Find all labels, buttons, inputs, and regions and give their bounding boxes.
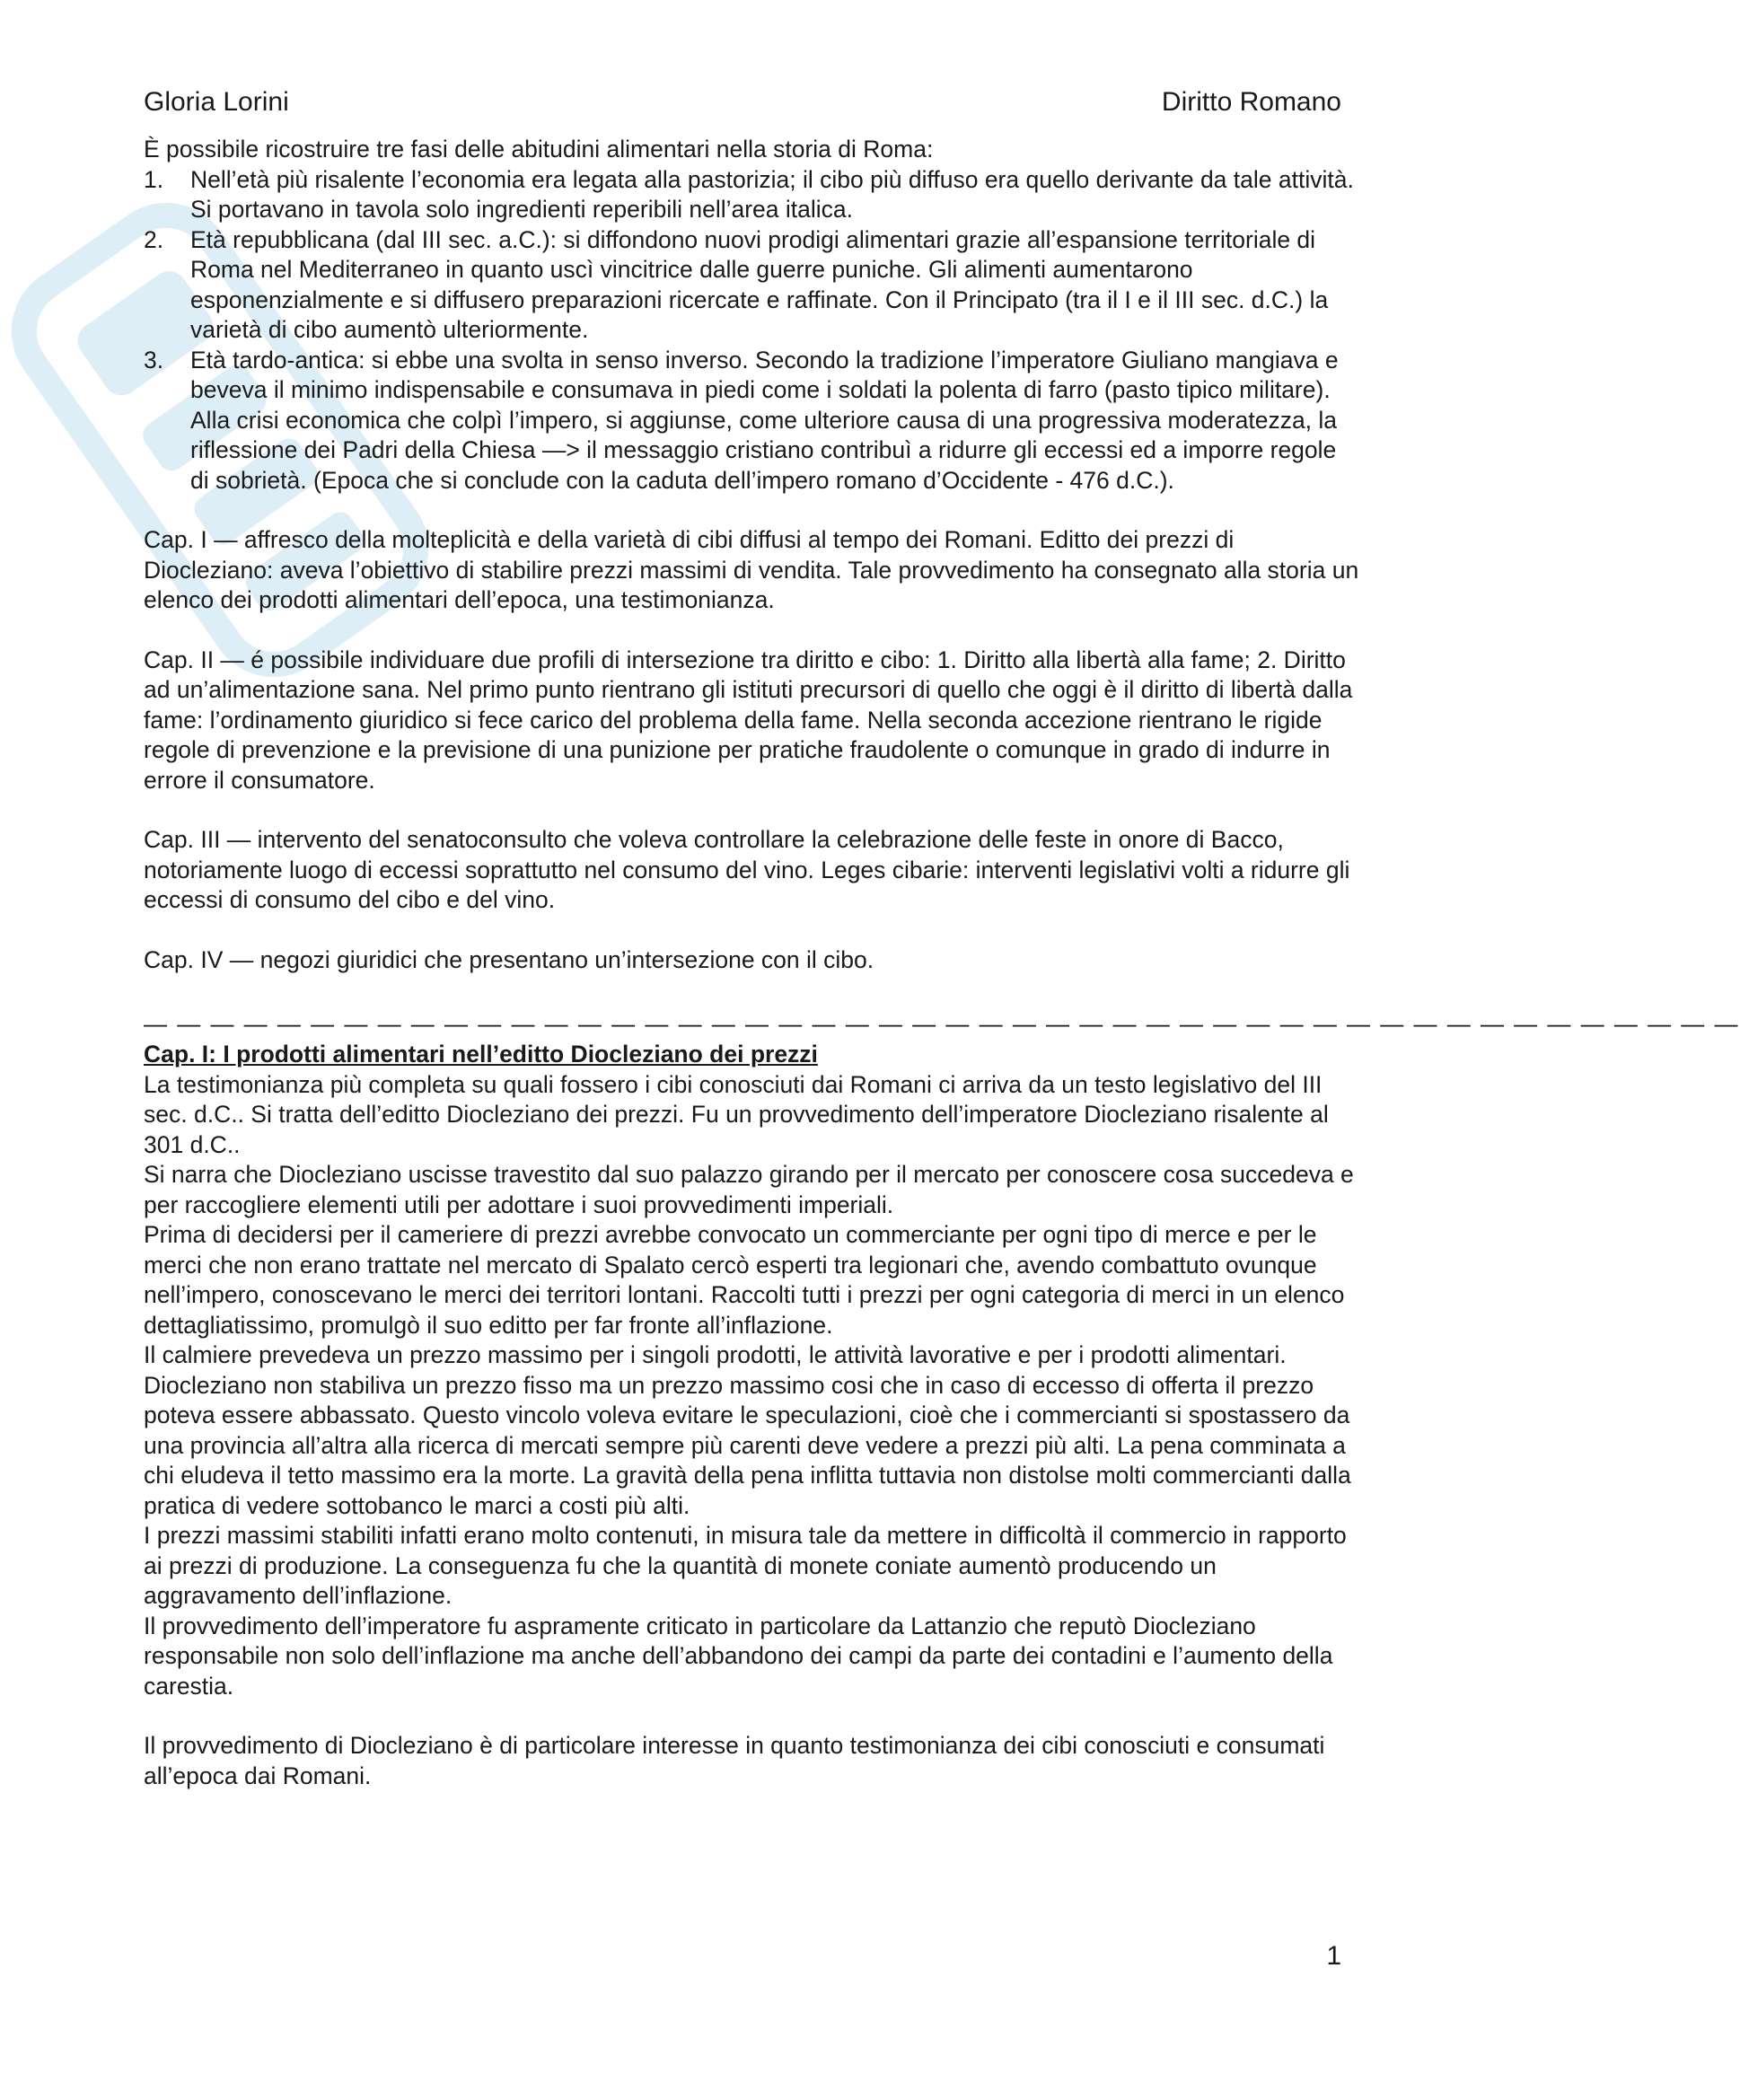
intro-paragraph: È possibile ricostruire tre fasi delle abitudini alimentari nella storia di Roma: bbox=[144, 136, 934, 163]
chapter-heading: Cap. I: I prodotti alimentari nell’editto Diocleziano dei prezzi bbox=[144, 1041, 818, 1068]
page-header bbox=[144, 86, 1341, 119]
list-item bbox=[144, 346, 1359, 496]
list-item-number: 3. bbox=[144, 346, 164, 373]
page-number: 1 bbox=[1326, 1941, 1341, 1971]
closing-paragraph: Il provvedimento di Diocleziano è di particolare interesse in quanto testimonianza dei cibi conosciuti e consumati all’epoca dai Romani. bbox=[144, 1732, 1325, 1789]
chapter-summary-4: Cap. IV — negozi giuridici che presentano un’intersezione con il cibo. bbox=[144, 945, 874, 973]
phases-list bbox=[144, 165, 1359, 496]
chapter-paragraph: La testimonianza più completa su quali fossero i cibi conosciuti dai Romani ci arriva da un testo legislativo del III sec. d.C.. Si tratta dell’editto Diocleziano dei prezzi. Fu un provvedimento dell’imperatore Diocleziano risalente al 301 d.C.. bbox=[144, 1070, 1329, 1158]
chapter-paragraph: Si narra che Diocleziano uscisse travestito dal suo palazzo girando per il mercato per conoscere cosa succedeva e per raccogliere elementi utili per adottare i suoi provvedimenti imperiali. bbox=[144, 1161, 1354, 1218]
list-item-text: Età tardo-antica: si ebbe una svolta in senso inverso. Secondo la tradizione l’imperatore Giuliano mangiava e beveva il minimo indispensabile e consumava in piedi come i soldati la polenta di farro (pasto tipico militare). Alla crisi economica che colpì l’impero, si aggiunse, come ulteriore causa di una progressiva moderatezza, la riflessione dei Padri della Chiesa —> il messaggio cristiano contribuì a ridurre gli eccessi ed a imporre regole di sobrietà. (Epoca che si conclude con la caduta dell’impero romano d’Occidente - 476 d.C.). bbox=[190, 346, 1339, 494]
document-body bbox=[144, 135, 1740, 1791]
list-item-number: 1. bbox=[144, 165, 164, 193]
course-title: Diritto Romano bbox=[1161, 87, 1341, 117]
list-item-number: 2. bbox=[144, 225, 164, 253]
list-item bbox=[144, 225, 1359, 346]
author-name: Gloria Lorini bbox=[144, 87, 289, 117]
chapter-summary-2: Cap. II — é possibile individuare due profili di intersezione tra diritto e cibo: 1. Diritto alla libertà alla fame; 2. Diritto ad un’alimentazione sana. Nel primo punto rientrano gli istituti precursori di quello che oggi è il diritto di libertà dalla fame: l’ordinamento giuridico si fece carico del problema della fame. Nella seconda accezione rientrano le rigide regole di prevenzione e la previsione di una punizione per pratiche fraudolente o comunque in grado di indurre in errore il consumatore. bbox=[144, 646, 1353, 794]
list-item bbox=[144, 165, 1359, 225]
chapter-paragraph: Il provvedimento dell’imperatore fu aspramente criticato in particolare da Lattanzio che reputò Diocleziano responsabile non solo dell’inflazione ma anche dell’abbandono dei campi da parte dei contadini e l’aumento della carestia. bbox=[144, 1612, 1333, 1700]
list-item-text: Età repubblicana (dal III sec. a.C.): si diffondono nuovi prodigi alimentari grazie all’espansione territoriale di Roma nel Mediterraneo in quanto uscì vincitrice dalle guerre puniche. Gli alimenti aumentarono esponenzialmente e si diffusero preparazioni ricercate e raffinate. Con il Principato (tra il I e il III sec. d.C.) la varietà di cibo aumentò ulteriormente. bbox=[190, 225, 1329, 343]
chapter-summary-1: Cap. I — affresco della molteplicità e della varietà di cibi diffusi al tempo dei Romani. Editto dei prezzi di Diocleziano: aveva l’obiettivo di stabilire prezzi massimi di vendita. Tale provvedimento ha consegnato alla storia un elenco dei prodotti alimentari dell’epoca, una testimonianza. bbox=[144, 526, 1359, 613]
list-item-text: Nell’età più risalente l’economia era legata alla pastorizia; il cibo più diffuso era quello derivante da tale attività. Si portavano in tavola solo ingredienti reperibili nell’area italica. bbox=[190, 165, 1354, 223]
chapter-paragraph: Il calmiere prevedeva un prezzo massimo per i singoli prodotti, le attività lavorative e per i prodotti alimentari. Diocleziano non stabiliva un prezzo fisso ma un prezzo massimo cosi che in caso di eccesso di offerta il prezzo poteva essere abbassato. Questo vincolo voleva evitare le speculazioni, cioè che i commercianti si spostassero da una provincia all’altra alla ricerca di mercati sempre più carenti deve vedere a prezzi più alti. La pena comminata a chi eludeva il tetto massimo era la morte. La gravità della pena inflitta tuttavia non distolse molti commercianti dalla pratica di vedere sottobanco le marci a costi più alti. bbox=[144, 1341, 1351, 1519]
chapter-paragraph: Prima di decidersi per il cameriere di prezzi avrebbe convocato un commerciante per ogni tipo di merce e per le merci che non erano trattate nel mercato di Spalato cercò esperti tra legionari che, avendo combattuto ovunque nell’impero, conoscevano le merci dei territori lontani. Raccolti tutti i prezzi per ogni categoria di merci in un elenco dettagliatissimo, promulgò il suo editto per far fronte all’inflazione. bbox=[144, 1221, 1345, 1339]
chapter-paragraph: I prezzi massimi stabiliti infatti erano molto contenuti, in misura tale da mettere in difficoltà il commercio in rapporto ai prezzi di produzione. La conseguenza fu che la quantità di monete coniate aumentò producendo un aggravamento dell’inflazione. bbox=[144, 1522, 1347, 1609]
dashed-separator: — — — — — — — — — — — — — — — — — — — — — — — — — — — — — — — — — — — — — — — — — — — — — — — — bbox=[144, 1010, 1740, 1037]
chapter-summary-3: Cap. III — intervento del senatoconsulto che voleva controllare la celebrazione delle feste in onore di Bacco, notoriamente luogo di eccessi soprattutto nel consumo del vino. Leges cibarie: interventi legislativi volti a ridurre gli eccessi di consumo del cibo e del vino. bbox=[144, 826, 1350, 913]
